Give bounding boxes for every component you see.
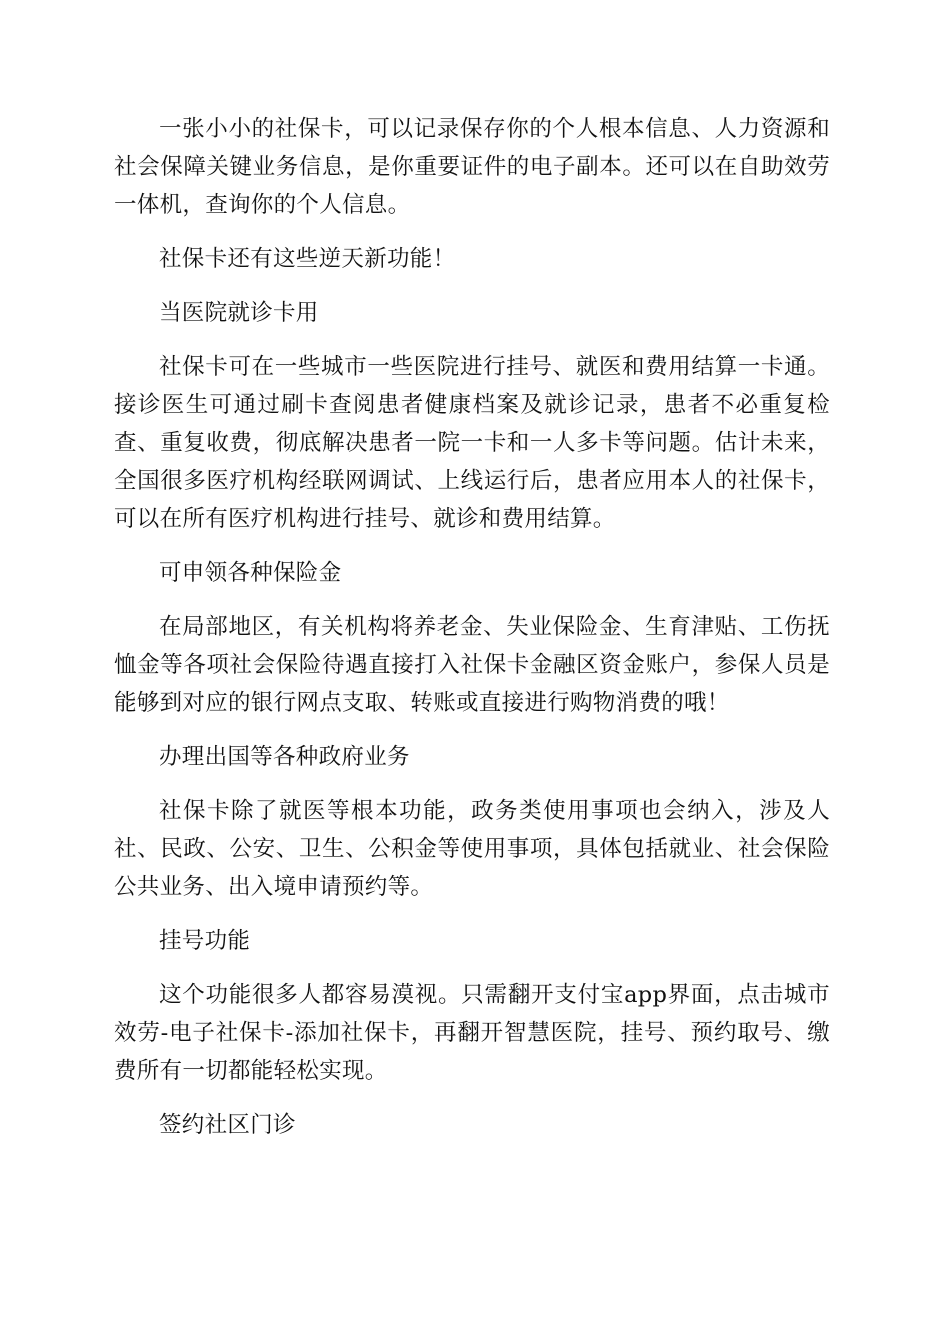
section-heading-community-clinic: 签约社区门诊	[159, 1112, 296, 1138]
government-services-paragraph: 社保卡除了就医等根本功能，政务类使用事项也会纳入，涉及人社、民政、公安、卫生、公积金等使用事项，具体包括就业、社会保险公共业务、出入境申请预约等。	[114, 798, 830, 900]
intro-paragraph: 一张小小的社保卡，可以记录保存你的个人根本信息、人力资源和社会保障关键业务信息，是你重要证件的电子副本。还可以在自助效劳一体机，查询你的个人信息。	[114, 116, 830, 218]
section-heading-registration: 挂号功能	[159, 928, 251, 954]
section-heading-hospital-card: 当医院就诊卡用	[159, 300, 319, 326]
section-heading-insurance-benefits: 可申领各种保险金	[159, 560, 342, 586]
hospital-card-paragraph: 社保卡可在一些城市一些医院进行挂号、就医和费用结算一卡通。接诊医生可通过刷卡查阅患者健康档案及就诊记录，患者不必重复检查、重复收费，彻底解决患者一院一卡和一人多卡等问题。估计未来，全国很多医疗机构经联网调试、上线运行后，患者应用本人的社保卡，可以在所有医疗机构进行挂号、就诊和费用结算。	[114, 354, 830, 532]
section-heading-new-features: 社保卡还有这些逆天新功能！	[159, 246, 456, 272]
section-heading-government-services: 办理出国等各种政府业务	[159, 744, 410, 770]
document-body	[114, 110, 830, 1160]
registration-paragraph: 这个功能很多人都容易漠视。只需翻开支付宝app界面，点击城市效劳-电子社保卡-添加社保卡，再翻开智慧医院，挂号、预约取号、缴费所有一切都能轻松实现。	[114, 982, 830, 1084]
insurance-benefits-paragraph: 在局部地区，有关机构将养老金、失业保险金、生育津贴、工伤抚恤金等各项社会保险待遇直接打入社保卡金融区资金账户，参保人员是能够到对应的银行网点支取、转账或直接进行购物消费的哦！	[114, 614, 830, 716]
